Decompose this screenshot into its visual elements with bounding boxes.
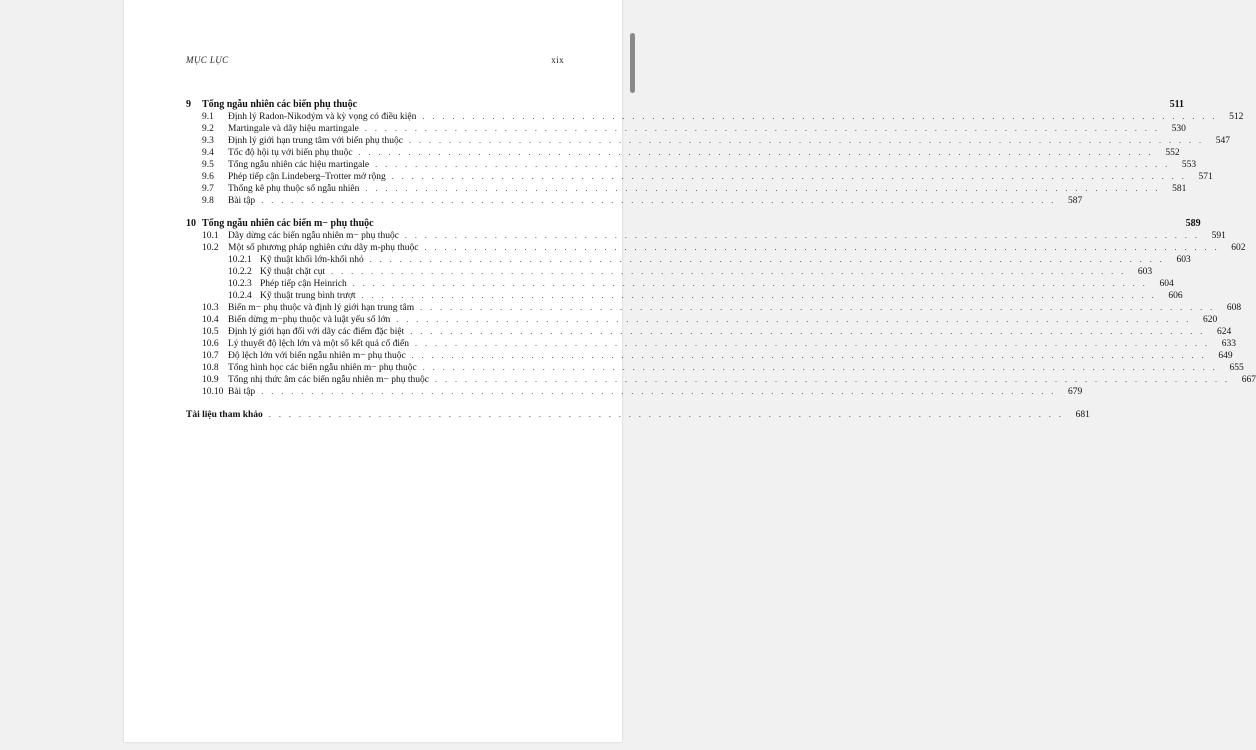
toc-chapter-row xyxy=(186,218,1201,230)
toc-entry-page: 571 xyxy=(1198,172,1213,182)
toc-dot-leader: . . . . . . . . . . . . . . . . . . . . . . . . . . . . . . . . . . . . . . . . . . . . . . . . . . . . . . . . . . . . . . . . . . . . . . . . . . . . . . . . xyxy=(358,148,1154,157)
toc-section-row xyxy=(186,183,1187,195)
toc-entry-page: 581 xyxy=(1172,184,1187,194)
toc-entry-title: Một số phương pháp nghiên cứu dãy m-phụ thuộc xyxy=(228,243,419,253)
toc-section-row xyxy=(186,326,1232,338)
toc-entry-title: Tổng nhị thức âm các biến ngẫu nhiên m− phụ thuộc xyxy=(228,375,429,385)
toc-dot-leader: . . . . . . . . . . . . . . . . . . . . . . . . . . . . . . . . . . . . . . . . . . . . . . . . . . . . . . . . . . . . . . . . . . . . . . . . . . . . . . . . xyxy=(268,410,1064,419)
toc-dot-leader: . . . . . . . . . . . . . . . . . . . . . . . . . . . . . . . . . . . . . . . . . . . . . . . . . . . . . . . . . . . . . . . . . . . . . . . . . . . . . . . . xyxy=(404,231,1200,240)
toc-entry-title: Định lý giới hạn trung tâm với biến phụ thuộc xyxy=(228,136,403,146)
toc-entry-page: 553 xyxy=(1181,160,1197,170)
toc-dot-leader: . . . . . . . . . . . . . . . . . . . . . . . . . . . . . . . . . . . . . . . . . . . . . . . . . . . . . . . . . . . . . . . . . . . . . . . . . . . . . . . . xyxy=(369,255,1165,264)
toc-entry-title: Tốc độ hội tụ với biến phụ thuộc xyxy=(228,148,353,158)
toc-entry-page: 589 xyxy=(1185,218,1201,229)
running-head xyxy=(186,55,564,65)
toc-entry-number: 9.7 xyxy=(202,184,214,194)
running-head-title: MỤC LỤC xyxy=(186,55,229,65)
toc-section-row xyxy=(186,242,1246,254)
toc-entry-title: Độ lệch lớn với biến ngẫu nhiên m− phụ thuộc xyxy=(228,351,406,361)
toc-section-row xyxy=(186,123,1186,135)
toc-dot-leader: . . . . . . . . . . . . . . . . . . . . . . . . . . . . . . . . . . . . . . . . . . . . . . . . . . . . . . . . . . . . . . . . . . . . . . . . . . . . . . . . xyxy=(361,291,1157,300)
toc-dot-leader: . . . . . . . . . . . . . . . . . . . . . . . . . . . . . . . . . . . . . . . . . . . . . . . . . . . . . . . . . . . . . . . . . . . . . . . . . . . . . . . . xyxy=(422,112,1218,121)
toc-entry-number: 10.3 xyxy=(202,303,219,313)
toc-section-row xyxy=(186,171,1213,183)
toc-chapter-row xyxy=(186,99,1185,111)
scrollbar-thumb[interactable] xyxy=(630,33,635,93)
toc-entry-number: 9.1 xyxy=(202,112,214,122)
toc-dot-leader: . . . . . . . . . . . . . . . . . . . . . . . . . . . . . . . . . . . . . . . . . . . . . . . . . . . . . . . . . . . . . . . . . . . . . . . . . . . . . . . . xyxy=(391,172,1187,181)
toc-section-row xyxy=(186,362,1244,374)
toc-entry-number: 10.9 xyxy=(202,375,219,385)
toc-entry-title: Tổng hình học các biến ngẫu nhiên m− phụ thuộc xyxy=(228,363,417,373)
toc-entry-title: Biến dừng m−phụ thuộc và luật yếu số lớn xyxy=(228,315,391,325)
toc-section-row xyxy=(186,135,1230,147)
toc-entry-number: 10.2 xyxy=(202,243,219,253)
toc-entry-number: 10.1 xyxy=(202,231,219,241)
toc-entry-page: 655 xyxy=(1229,363,1244,373)
toc-entry-number: 9.2 xyxy=(202,124,214,134)
toc-section-row xyxy=(186,302,1242,314)
toc-entry-page: 633 xyxy=(1221,339,1236,349)
toc-entry-number: 9.8 xyxy=(202,196,214,206)
toc-section-row xyxy=(186,290,1183,302)
toc-entry-number: 10.2.4 xyxy=(228,291,252,301)
toc-section-row xyxy=(186,230,1226,242)
toc-entry-page: 649 xyxy=(1218,351,1233,361)
toc-entry-page: 603 xyxy=(1137,267,1153,277)
toc-entry-page: 606 xyxy=(1168,291,1183,301)
toc-entry-page: 511 xyxy=(1169,99,1185,110)
toc-entry-number: 10.5 xyxy=(202,327,219,337)
toc-dot-leader: . . . . . . . . . . . . . . . . . . . . . . . . . . . . . . . . . . . . . . . . . . . . . . . . . . . . . . . . . . . . . . . . . . . . . . . . . . . . . . . . xyxy=(434,375,1230,384)
toc-dot-leader: . . . . . . . . . . . . . . . . . . . . . . . . . . . . . . . . . . . . . . . . . . . . . . . . . . . . . . . . . . . . . . . . . . . . . . . . . . . . . . . . xyxy=(422,363,1218,372)
toc-entry-number: 9.6 xyxy=(202,172,214,182)
toc-entry-number: 10.2.2 xyxy=(228,267,252,277)
toc-entry-number: 10.2.1 xyxy=(228,255,252,265)
toc-dot-leader: . . . . . . . . . . . . . . . . . . . . . . . . . . . . . . . . . . . . . . . . . . . . . . . . . . . . . . . . . . . . . . . . . . . . . . . . . . . . . . . . xyxy=(410,327,1206,336)
toc-dot-leader: . . . . . . . . . . . . . . . . . . . . . . . . . . . . . . . . . . . . . . . . . . . . . . . . . . . . . . . . . . . . . . . . . . . . . . . . . . . . . . . . xyxy=(261,196,1057,205)
toc-entry-page: 604 xyxy=(1159,279,1174,289)
toc-dot-leader: . . . . . . . . . . . . . . . . . . . . . . . . . . . . . . . . . . . . . . . . . . . . . . . . . . . . . . . . . . . . . . . . . . . . . . . . . . . . . . . . xyxy=(415,339,1210,348)
toc-entry-number: 10.7 xyxy=(202,351,219,361)
toc-section-row xyxy=(186,254,1191,266)
toc-section-row xyxy=(186,278,1174,290)
toc-bibliography-row xyxy=(186,409,1090,421)
toc-section-row xyxy=(186,314,1218,326)
toc-dot-leader: . . . . . . . . . . . . . . . . . . . . . . . . . . . . . . . . . . . . . . . . . . . . . . . . . . . . . . . . . . . . . . . . . . . . . . . . . . . . . . . . xyxy=(411,351,1207,360)
toc-entry-title: Tổng ngẫu nhiên các hiệu martingale xyxy=(228,160,370,170)
toc-dot-leader: . . . . . . . . . . . . . . . . . . . . . . . . . . . . . . . . . . . . . . . . . . . . . . . . . . . . . . . . . . . . . . . . . . . . . . . . . . . . . . . . xyxy=(352,279,1148,288)
toc-entry-number: 10.6 xyxy=(202,339,219,349)
toc-entry-title: Dãy dừng các biến ngẫu nhiên m− phụ thuộc xyxy=(228,231,399,241)
toc-entry-title: Định lý giới hạn đối với dãy các điểm đặc biệt xyxy=(228,327,405,337)
toc-entry-page: 620 xyxy=(1202,315,1218,325)
toc-entry-title: Thống kê phụ thuộc số ngẫu nhiên xyxy=(228,184,360,194)
toc-section-row xyxy=(186,338,1236,350)
toc-dot-leader: . . . . . . . . . . . . . . . . . . . . . . . . . . . . . . . . . . . . . . . . . . . . . . . . . . . . . . . . . . . . . . . . . . . . . . . . . . . . . . . . xyxy=(424,243,1220,252)
toc-dot-leader: . . . . . . . . . . . . . . . . . . . . . . . . . . . . . . . . . . . . . . . . . . . . . . . . . . . . . . . . . . . . . . . . . . . . . . . . . . . . . . . . xyxy=(375,160,1171,169)
toc-section-row xyxy=(186,111,1244,123)
toc-entry-page: 512 xyxy=(1229,112,1244,122)
toc-entry-title: Kỹ thuật trung bình trượt xyxy=(260,291,356,301)
toc-entry-number: 9.4 xyxy=(202,148,214,158)
toc-entry-title: Biến m− phụ thuộc và định lý giới hạn trung tâm xyxy=(228,303,415,313)
toc-entry-page: 587 xyxy=(1067,196,1083,206)
toc-dot-leader: . . . . . . . . . . . . . . . . . . . . . . . . . . . . . . . . . . . . . . . . . . . . . . . . . . . . . . . . . . . . . . . . . . . . . . . . . . . . . . . . xyxy=(364,124,1160,133)
toc-entry-title: Tài liệu tham khảo xyxy=(186,410,263,420)
toc-section-row xyxy=(186,350,1233,362)
toc-entry-page: 603 xyxy=(1176,255,1191,265)
toc-section-row xyxy=(186,386,1083,398)
toc-entry-page: 679 xyxy=(1067,387,1083,397)
toc-entry-page: 530 xyxy=(1171,124,1186,134)
toc-section-row xyxy=(186,266,1153,278)
toc-entry-page: 552 xyxy=(1165,148,1180,158)
toc-entry-title: Phép tiếp cận Lindeberg–Trotter mở rộng xyxy=(228,172,386,182)
toc-dot-leader: . . . . . . . . . . . . . . . . . . . . . . . . . . . . . . . . . . . . . . . . . . . . . . . . . . . . . . . . . . . . . . . . . . . . . . . . . . . . . . . . xyxy=(331,267,1127,276)
toc-entry-title: Tổng ngẫu nhiên các biến phụ thuộc xyxy=(202,99,358,110)
toc-entry-title: Tổng ngẫu nhiên các biến m− phụ thuộc xyxy=(202,218,374,229)
toc-dot-leader: . . . . . . . . . . . . . . . . . . . . . . . . . . . . . . . . . . . . . . . . . . . . . . . . . . . . . . . . . . . . . . . . . . . . . . . . . . . . . . . . xyxy=(261,387,1057,396)
toc-entry-number: 10 xyxy=(186,218,196,229)
toc-entry-title: Bài tập xyxy=(228,387,256,397)
toc-section-row xyxy=(186,159,1197,171)
toc-entry-title: Lý thuyết độ lệch lớn và một số kết quả cổ điển xyxy=(228,339,409,349)
toc-entry-page: 681 xyxy=(1075,410,1090,420)
toc-entry-page: 591 xyxy=(1211,231,1226,241)
toc-entry-number: 9.3 xyxy=(202,136,214,146)
toc-entry-number: 10.2.3 xyxy=(228,279,252,289)
toc-entry-title: Kỹ thuật chặt cụt xyxy=(260,267,326,277)
toc-dot-leader: . . . . . . . . . . . . . . . . . . . . . . . . . . . . . . . . . . . . . . . . . . . . . . . . . . . . . . . . . . . . . . . . . . . . . . . . . . . . . . . . xyxy=(408,136,1204,145)
toc-entry-page: 608 xyxy=(1226,303,1242,313)
running-head-page-number: xix xyxy=(551,55,564,65)
toc-section-row xyxy=(186,374,1256,386)
vertical-scrollbar[interactable] xyxy=(627,0,639,750)
toc-entry-number: 9.5 xyxy=(202,160,214,170)
toc-entry-page: 547 xyxy=(1215,136,1230,146)
toc-dot-leader: . . . . . . . . . . . . . . . . . . . . . . . . . . . . . . . . . . . . . . . . . . . . . . . . . . . . . . . . . . . . . . . . . . . . . . . . . . . . . . . . xyxy=(420,303,1216,312)
toc-entry-page: 602 xyxy=(1231,243,1246,253)
toc-entry-number: 10.10 xyxy=(202,387,224,397)
toc-section-row xyxy=(186,195,1083,207)
toc-entry-title: Kỹ thuật khối lớn-khối nhỏ xyxy=(260,255,364,265)
toc-dot-leader: . . . . . . . . . . . . . . . . . . . . . . . . . . . . . . . . . . . . . . . . . . . . . . . . . . . . . . . . . . . . . . . . . . . . . . . . . . . . . . . . xyxy=(365,184,1161,193)
toc-entry-title: Phép tiếp cận Heinrich xyxy=(260,279,347,289)
toc-entry-number: 9 xyxy=(186,99,191,110)
toc-dot-leader: . . . . . . . . . . . . . . . . . . . . . . . . . . . . . . . . . . . . . . . . . . . . . . . . . . . . . . . . . . . . . . . . . . . . . . . . . . . . . . . . xyxy=(396,315,1192,324)
toc-entry-number: 10.8 xyxy=(202,363,219,373)
toc-entry-page: 667 xyxy=(1241,375,1256,385)
toc-entry-title: Martingale và dãy hiệu martingale xyxy=(228,124,359,134)
toc-entry-number: 10.4 xyxy=(202,315,219,325)
toc-entry-title: Bài tập xyxy=(228,196,256,206)
toc-entry-title: Định lý Radon-Nikodým và kỳ vọng có điều kiện xyxy=(228,112,417,122)
toc-entry-page: 624 xyxy=(1217,327,1232,337)
toc-section-row xyxy=(186,147,1180,159)
